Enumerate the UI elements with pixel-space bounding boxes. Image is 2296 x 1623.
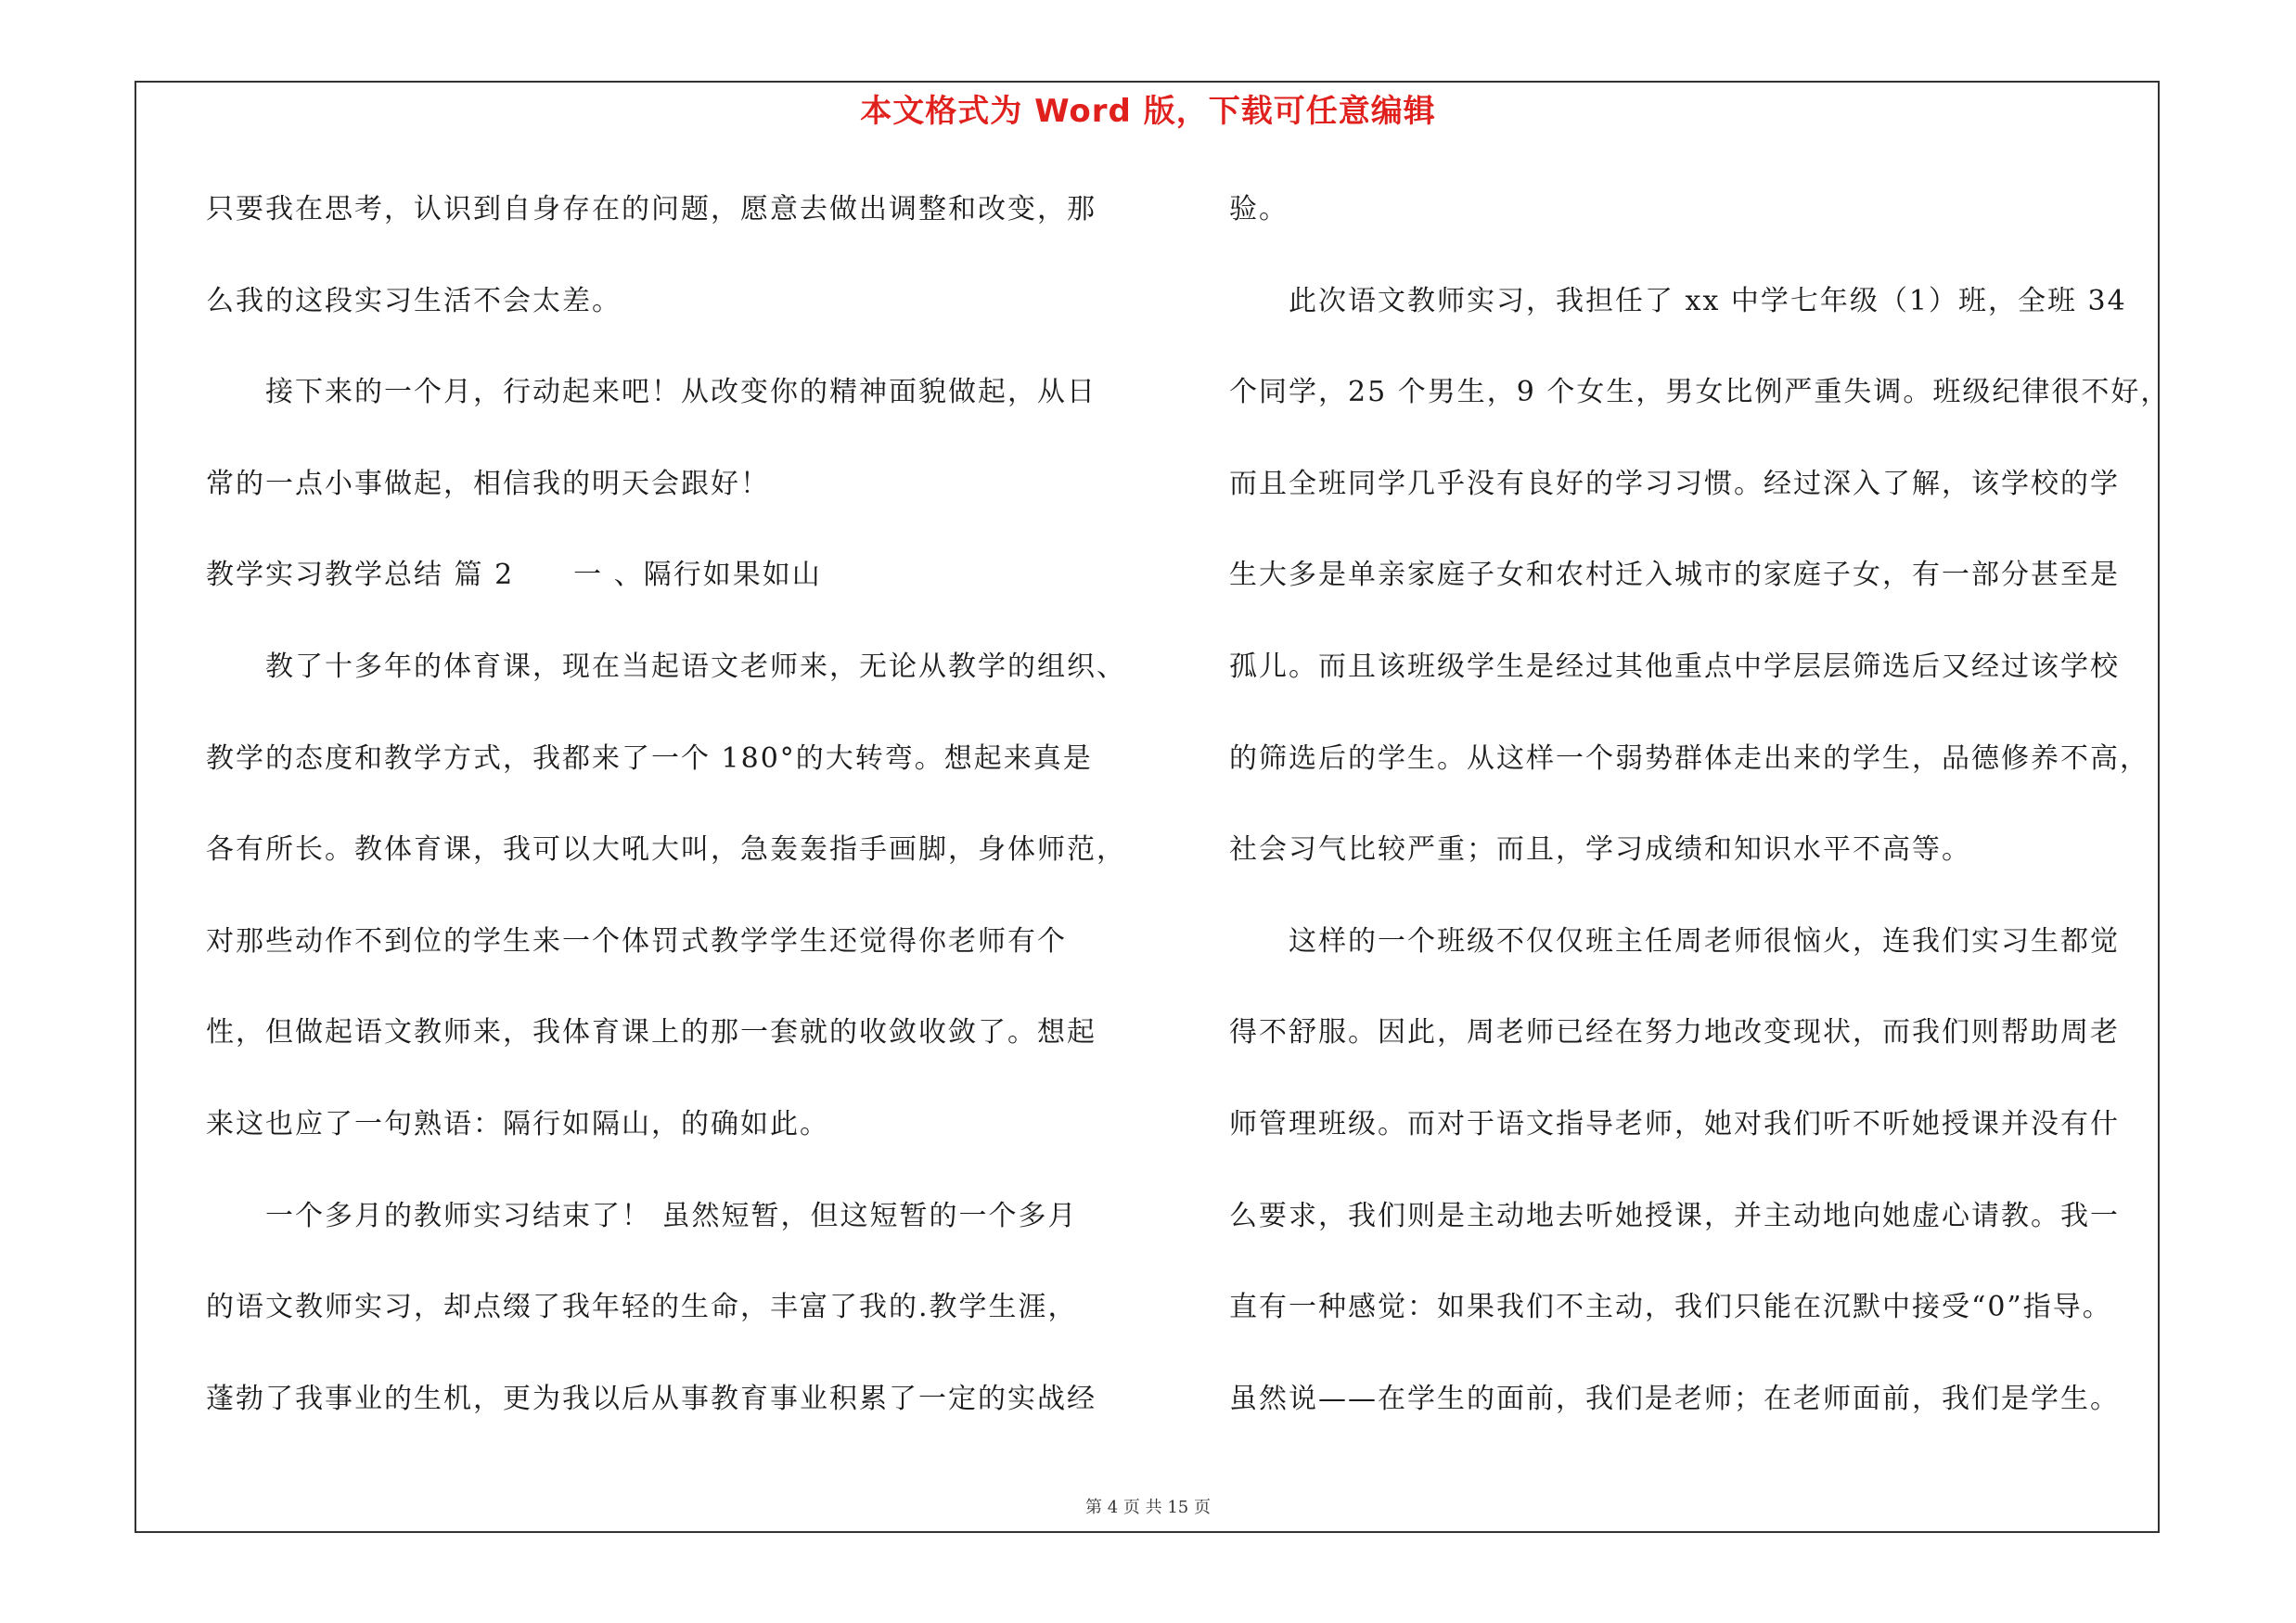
text-line: 师管理班级。而对于语文指导老师，她对我们听不听她授课并没有什 — [1229, 1107, 2120, 1140]
text-line: 接下来的一个月，行动起来吧！从改变你的精神面貌做起，从日 — [265, 376, 1097, 409]
left-text-column — [206, 182, 1134, 1462]
text-line: 蓬勃了我事业的生机，更为我以后从事教育事业积累了一定的实战经 — [206, 1382, 1097, 1415]
text-line: 常的一点小事做起，相信我的明天会跟好！ — [206, 467, 770, 500]
text-line: 社会习气比较严重；而且，学习成绩和知识水平不高等。 — [1229, 833, 1971, 867]
text-line: 个同学，25 个男生，9 个女生，男女比例严重失调。班级纪律很不好， — [1229, 376, 2171, 409]
text-line: 来这也应了一句熟语：隔行如隔山，的确如此。 — [206, 1107, 829, 1140]
page-number-footer: 第 4 页 共 15 页 — [1085, 1498, 1211, 1517]
text-line: 只要我在思考，认识到自身存在的问题，愿意去做出调整和改变，那 — [206, 193, 1097, 225]
text-line: 教了十多年的体育课，现在当起语文老师来，无论从教学的组织、 — [265, 650, 1126, 683]
text-line: 一个多月的教师实习结束了！ 虽然短暂，但这短暂的一个多月 — [265, 1199, 1078, 1232]
text-line: 性，但做起语文教师来，我体育课上的那一套就的收敛收敛了。想起 — [206, 1016, 1097, 1050]
text-line: 此次语文教师实习，我担任了 xx 中学七年级（1）班，全班 34 — [1289, 284, 2127, 317]
text-line: 这样的一个班级不仅仅班主任周老师很恼火，连我们实习生都觉 — [1289, 924, 2120, 958]
text-line: 而且全班同学几乎没有良好的学习习惯。经过深入了解，该学校的学 — [1229, 467, 2120, 500]
text-line: 直有一种感觉：如果我们不主动，我们只能在沉默中接受“0”指导。 — [1229, 1291, 2112, 1324]
text-line: 验。 — [1229, 193, 1289, 225]
text-line: 孤儿。而且该班级学生是经过其他重点中学层层筛选后又经过该学校 — [1229, 650, 2120, 683]
text-line: 的筛选后的学生。从这样一个弱势群体走出来的学生，品德修养不高， — [1229, 741, 2149, 775]
document-header-banner: 本文格式为 Word 版，下载可任意编辑 — [860, 93, 1436, 130]
text-line: 教学的态度和教学方式，我都来了一个 180°的大转弯。想起来真是 — [206, 741, 1093, 775]
text-line: 么我的这段实习生活不会太差。 — [206, 284, 622, 317]
text-line: 生大多是单亲家庭子女和农村迁入城市的家庭子女，有一部分甚至是 — [1229, 559, 2120, 592]
text-line: 的语文教师实习，却点缀了我年轻的生命，丰富了我的.教学生涯， — [206, 1291, 1078, 1324]
text-line: 么要求，我们则是主动地去听她授课，并主动地向她虚心请教。我一 — [1229, 1199, 2120, 1232]
text-line: 虽然说——在学生的面前，我们是老师；在老师面前，我们是学生。 — [1229, 1382, 2120, 1415]
right-text-column — [1229, 182, 2171, 1462]
text-line: 教学实习教学总结 篇 2 一 、隔行如果如山 — [206, 559, 822, 592]
text-line: 对那些动作不到位的学生来一个体罚式教学学生还觉得你老师有个 — [206, 924, 1067, 958]
text-line: 得不舒服。因此，周老师已经在努力地改变现状，而我们则帮助周老 — [1229, 1016, 2120, 1050]
text-line: 各有所长。教体育课，我可以大吼大叫，急轰轰指手画脚，身体师范， — [206, 833, 1126, 867]
